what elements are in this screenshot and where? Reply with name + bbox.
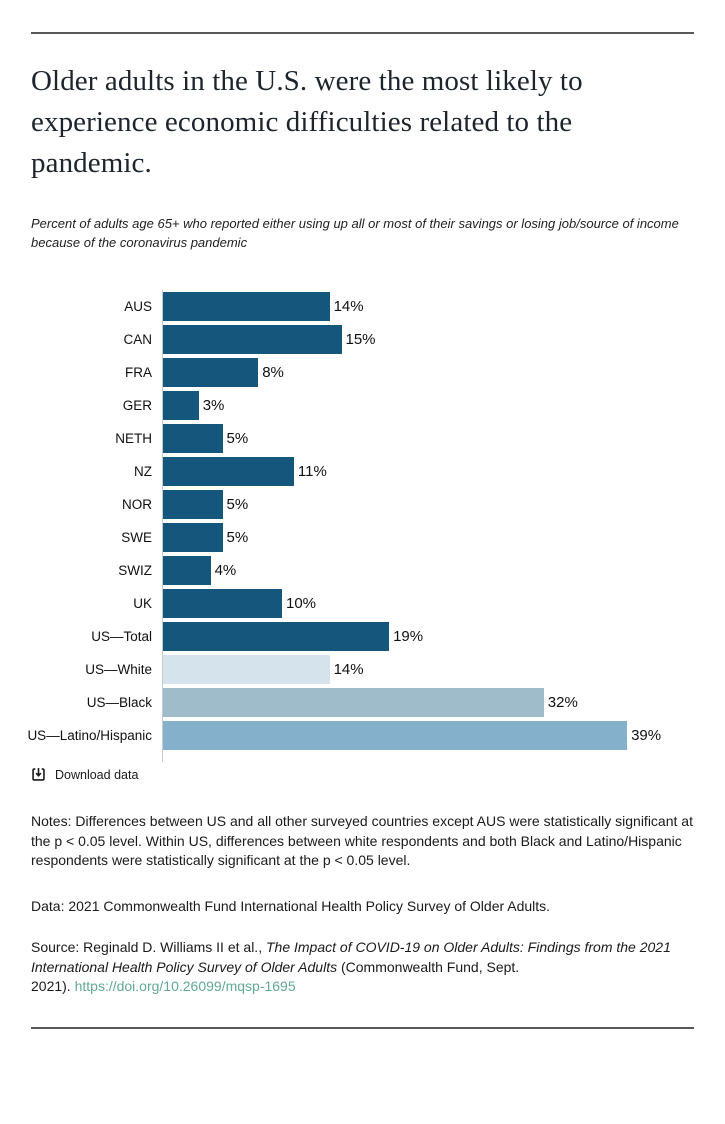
bar-value-label: 4%: [214, 562, 237, 579]
chart-page: [0, 32, 725, 1029]
category-label: GER: [122, 398, 152, 413]
bar-value-label: 5%: [226, 496, 249, 513]
bar-chart: [27, 290, 694, 762]
bar: [163, 325, 342, 354]
chart-row: [163, 521, 694, 554]
chart-row: [163, 719, 694, 752]
bar: [163, 688, 544, 717]
source-title-line1: The Impact of COVID-19 on Older Adults: Findings from the 2021: [265, 939, 671, 955]
bar: [163, 490, 223, 519]
category-label: US—Black: [86, 695, 152, 710]
category-label: CAN: [123, 332, 152, 347]
category-label: NOR: [122, 497, 152, 512]
bar-value-label: 14%: [333, 298, 364, 315]
data-credit-text: Data: 2021 Commonwealth Fund International Health Policy Survey of Older Adults.: [31, 897, 551, 914]
bar-value-label: 39%: [631, 727, 662, 744]
chart-row: [163, 587, 694, 620]
category-label: SWE: [121, 530, 152, 545]
category-label: US—Latino/Hispanic: [27, 728, 152, 743]
bar-value-label: 5%: [226, 529, 249, 546]
source-year: 2021).: [31, 978, 75, 994]
bar-value-label: 8%: [262, 364, 284, 381]
source-suffix: (Commonwealth Fund, Sept.: [337, 958, 520, 975]
source-title-line2: International Health Policy Survey of Older Adults: [31, 958, 338, 975]
bars-column: [162, 290, 694, 762]
download-tray-icon: [31, 767, 46, 782]
bar: [163, 523, 223, 552]
category-label: NETH: [115, 431, 152, 446]
chart-row: [163, 653, 694, 686]
bar-value-label: 32%: [547, 694, 578, 711]
bar-value-label: 19%: [393, 628, 424, 645]
chart-row: [163, 455, 694, 488]
bar: [163, 391, 199, 420]
category-label: US—White: [85, 662, 152, 677]
bar: [163, 589, 282, 618]
chart-row: [163, 554, 694, 587]
category-label: US—Total: [91, 629, 152, 644]
category-label: AUS: [124, 299, 152, 314]
bar: [163, 457, 294, 486]
bar: [163, 358, 258, 387]
chart-row: [163, 488, 694, 521]
chart-row: [163, 389, 694, 422]
bar-value-label: 10%: [286, 595, 317, 612]
category-label: FRA: [125, 365, 152, 380]
download-data-label: Download data: [55, 767, 139, 782]
bar-value-label: 15%: [345, 331, 376, 348]
bottom-divider: [31, 1027, 694, 1029]
bar: [163, 424, 223, 453]
bar-value-label: 5%: [226, 430, 249, 447]
bar: [163, 622, 389, 651]
chart-row: [163, 422, 694, 455]
bar: [163, 655, 330, 684]
chart-row: [163, 686, 694, 719]
page-title: Older adults in the U.S. were the most likely to experience economic difficulties related to the pandemic.: [31, 65, 583, 179]
chart-subtitle: Percent of adults age 65+ who reported either using up all or most of their savings or losing job/source of income because of the coronavirus pandemic: [31, 216, 679, 250]
bar-value-label: 14%: [333, 661, 364, 678]
chart-row: [163, 323, 694, 356]
bar: [163, 292, 330, 321]
category-label: SWIZ: [118, 563, 152, 578]
download-data-button[interactable]: [31, 767, 138, 782]
chart-row: [163, 620, 694, 653]
category-label: UK: [133, 596, 152, 611]
bar-value-label: 3%: [202, 397, 225, 414]
bar-value-label: 11%: [297, 463, 327, 480]
top-divider: [31, 32, 694, 34]
source-prefix: Source: Reginald D. Williams II et al.,: [31, 939, 266, 955]
chart-row: [163, 356, 694, 389]
doi-link[interactable]: https://doi.org/10.26099/mqsp-1695: [74, 978, 296, 994]
category-labels-column: [27, 290, 152, 752]
bar: [163, 721, 627, 750]
bar: [163, 556, 211, 585]
chart-row: [163, 290, 694, 323]
notes-text: Notes: Differences between US and all other surveyed countries except AUS were statistically significant at the p < 0.05 level. Within US, differences between white respondents and both Black and Latino/Hispanic respondents were statistically significant at the p < 0.05 level.: [31, 813, 693, 868]
source-text: [31, 938, 694, 997]
category-label: NZ: [134, 464, 152, 479]
